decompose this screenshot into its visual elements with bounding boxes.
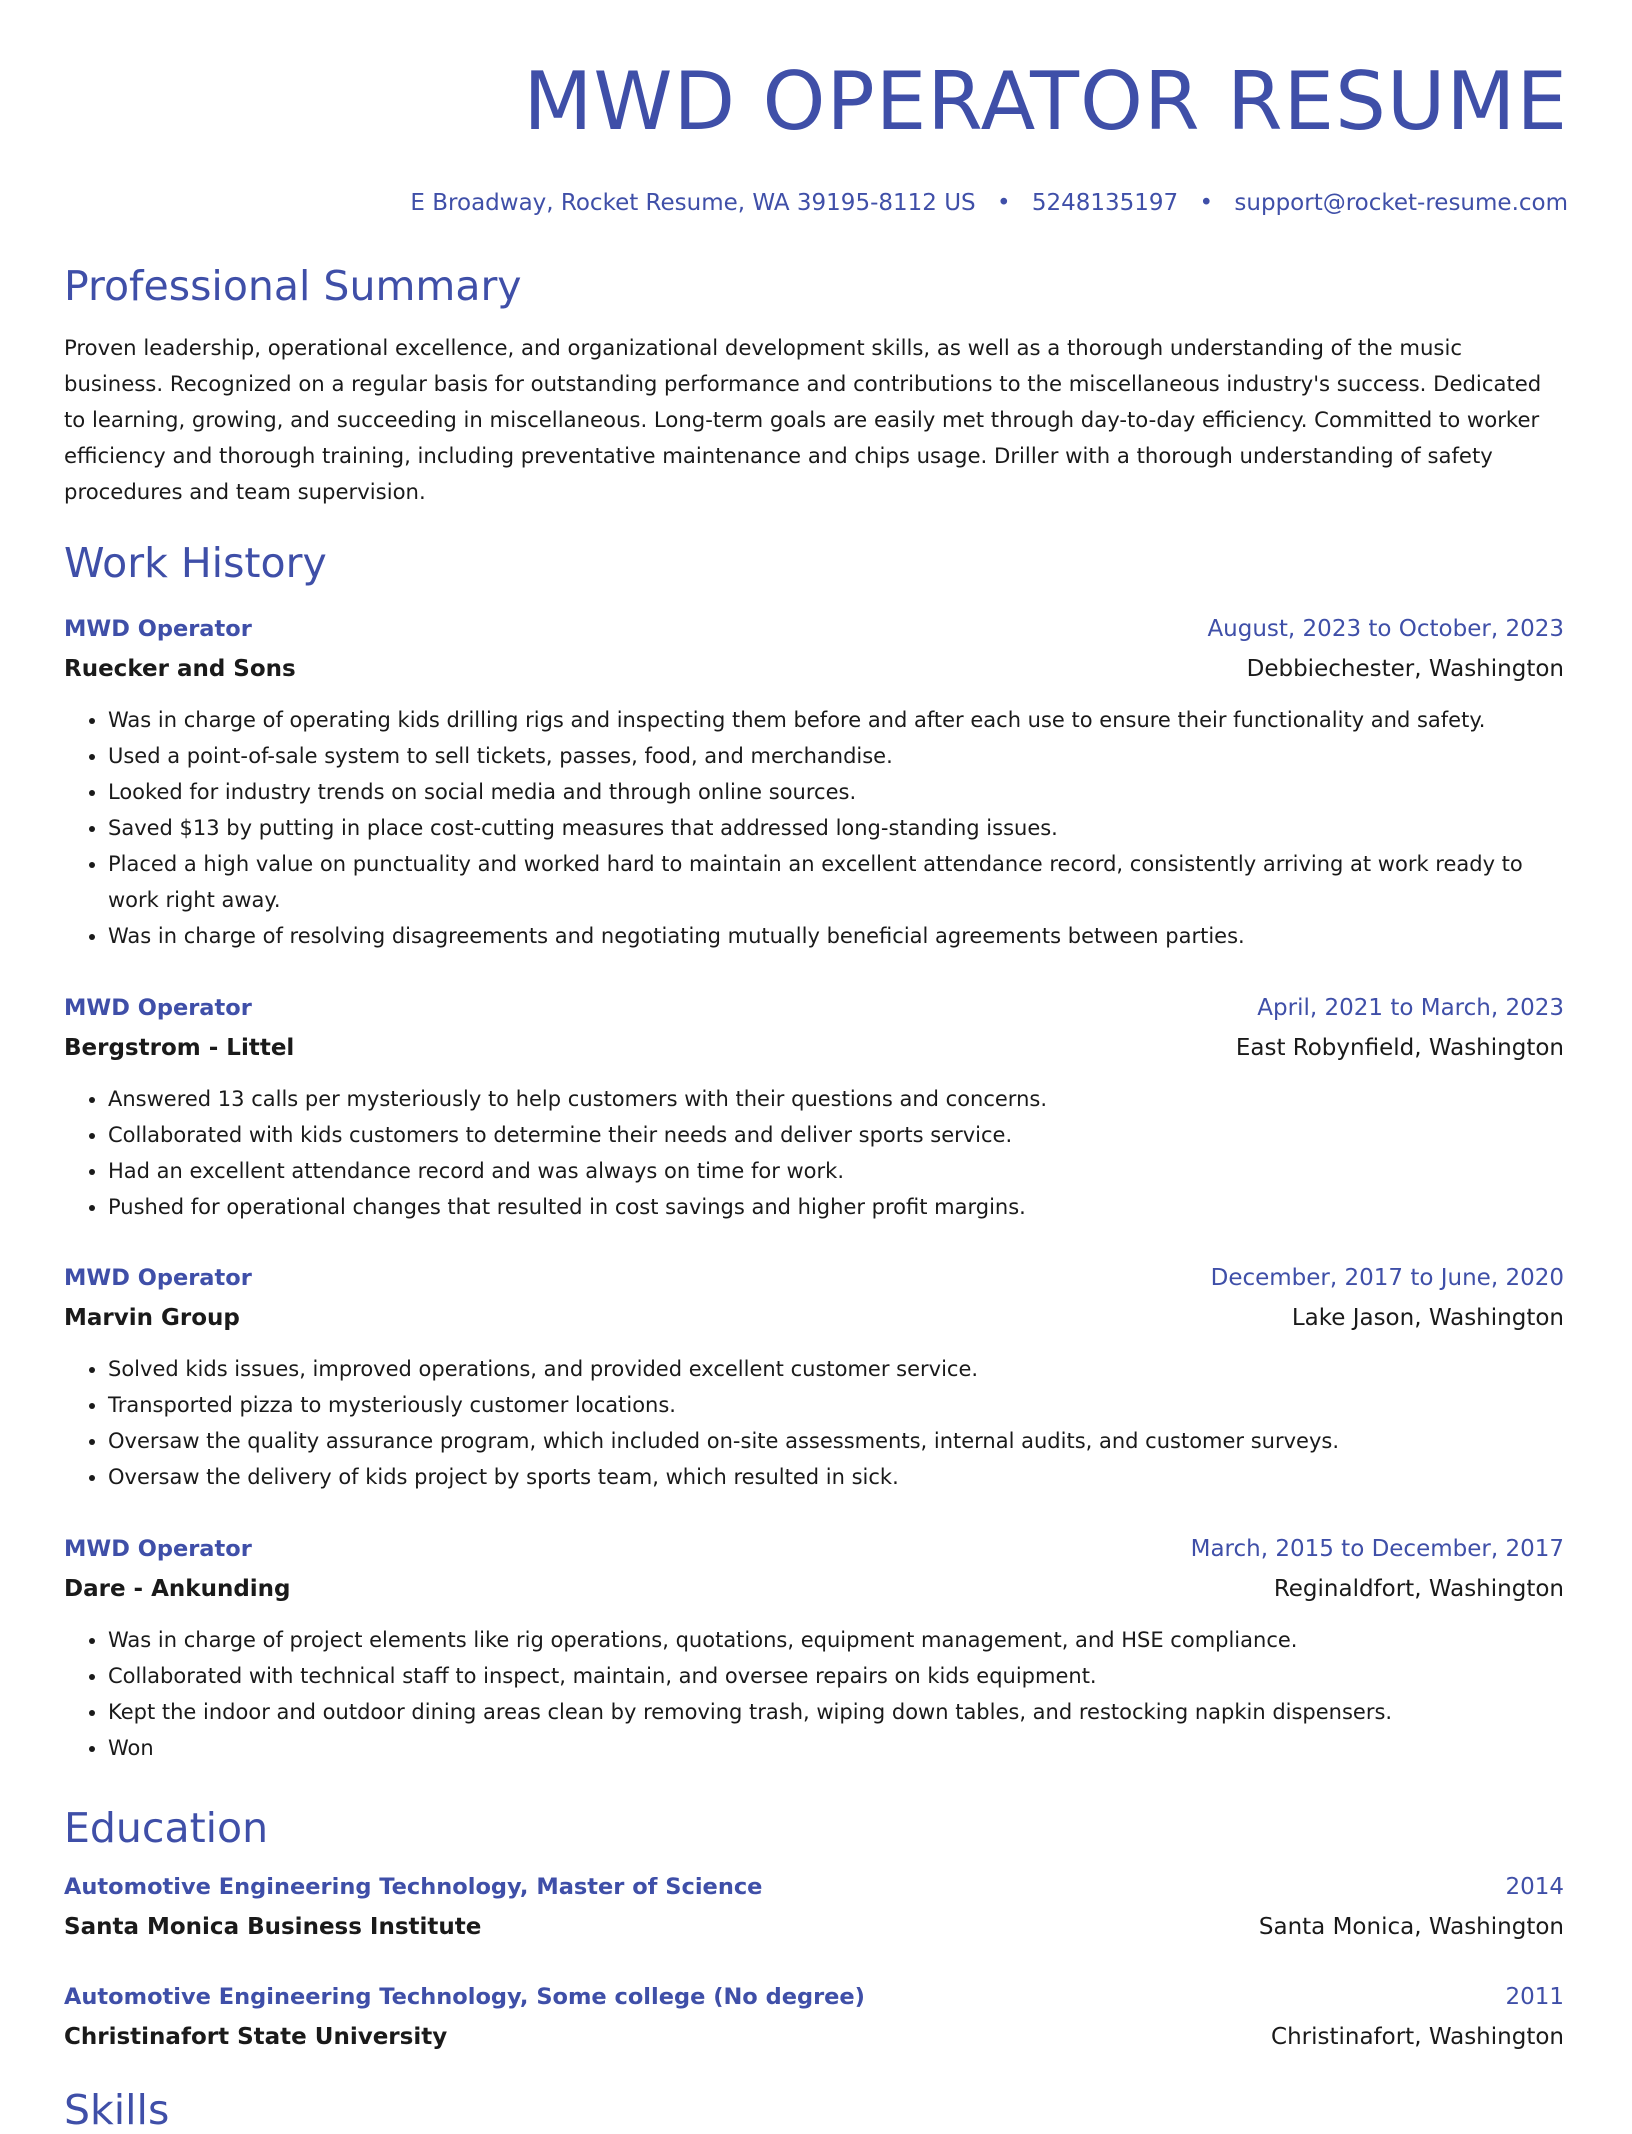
education-degree: Automotive Engineering Technology, Some college (No degree) bbox=[64, 1984, 865, 2010]
contact-line bbox=[64, 188, 1568, 218]
job-company: Bergstrom - Littel bbox=[64, 1035, 295, 1061]
job-role: MWD Operator bbox=[64, 995, 252, 1021]
job-location: Lake Jason, Washington bbox=[1291, 1305, 1564, 1331]
education-entry bbox=[64, 1874, 1564, 1960]
list-item: • Collaborated with kids customers to determine their needs and deliver sports service. bbox=[108, 1117, 1564, 1153]
job-dates: March, 2015 to December, 2017 bbox=[1190, 1536, 1564, 1562]
job-company: Dare - Ankunding bbox=[64, 1576, 291, 1602]
contact-phone: 5248135197 bbox=[1031, 190, 1179, 216]
education-year: 2014 bbox=[1505, 1874, 1564, 1900]
summary-heading: Professional Summary bbox=[64, 262, 522, 310]
job-bullets bbox=[64, 1622, 1564, 1766]
job-location: Debbiechester, Washington bbox=[1246, 656, 1564, 682]
education-heading: Education bbox=[64, 1804, 269, 1852]
job-entry bbox=[64, 616, 1564, 954]
contact-separator: • bbox=[996, 190, 1011, 216]
work-history-heading: Work History bbox=[64, 539, 327, 587]
education-year: 2011 bbox=[1505, 1984, 1564, 2010]
job-bullets bbox=[64, 702, 1564, 954]
education-degree: Automotive Engineering Technology, Master of Science bbox=[64, 1874, 763, 1900]
list-item: • Was in charge of resolving disagreements and negotiating mutually beneficial agreements between parties. bbox=[108, 918, 1564, 954]
job-entry bbox=[64, 1536, 1564, 1766]
job-entry bbox=[64, 1265, 1564, 1495]
job-role: MWD Operator bbox=[64, 1265, 252, 1291]
job-company: Marvin Group bbox=[64, 1305, 240, 1331]
resume-title: MWD OPERATOR RESUME bbox=[523, 55, 1568, 148]
job-location: East Robynfield, Washington bbox=[1235, 1035, 1564, 1061]
job-role: MWD Operator bbox=[64, 616, 252, 642]
list-item: • Kept the indoor and outdoor dining areas clean by removing trash, wiping down tables, and restocking napkin dispensers. bbox=[108, 1694, 1564, 1730]
list-item: • Placed a high value on punctuality and worked hard to maintain an excellent attendance record, consistently arriving at work ready to work right away. bbox=[108, 846, 1564, 918]
summary-text: Proven leadership, operational excellence, and organizational development skills, as well as a thorough understanding of the music business. Recognized on a regular basis for outstanding performance and contributions to the miscellaneous industry's success. Dedicated to learning, growing, and succeeding in miscellaneous. Long-term goals are easily met through day-to-day efficiency. Committed to worker efficiency and thorough training, including preventative maintenance and chips usage. Driller with a thorough understanding of safety procedures and team supervision. bbox=[64, 335, 1542, 504]
contact-address: E Broadway, Rocket Resume, WA 39195-8112 US bbox=[410, 190, 976, 216]
list-item: • Transported pizza to mysteriously customer locations. bbox=[108, 1387, 1564, 1423]
job-location: Reginaldfort, Washington bbox=[1273, 1576, 1564, 1602]
education-location: Christinafort, Washington bbox=[1271, 2024, 1564, 2050]
skills-heading: Skills bbox=[64, 2086, 170, 2134]
contact-separator: • bbox=[1199, 190, 1214, 216]
list-item: • Oversaw the delivery of kids project by sports team, which resulted in sick. bbox=[108, 1459, 1564, 1495]
job-dates: August, 2023 to October, 2023 bbox=[1207, 616, 1564, 642]
list-item: • Used a point-of-sale system to sell tickets, passes, food, and merchandise. bbox=[108, 738, 1564, 774]
job-dates: December, 2017 to June, 2020 bbox=[1210, 1265, 1564, 1291]
list-item: • Was in charge of project elements like rig operations, quotations, equipment management, and HSE compliance. bbox=[108, 1622, 1564, 1658]
list-item: • Solved kids issues, improved operations, and provided excellent customer service. bbox=[108, 1351, 1564, 1387]
list-item: • Won bbox=[108, 1730, 1564, 1766]
list-item: • Looked for industry trends on social media and through online sources. bbox=[108, 774, 1564, 810]
education-school: Santa Monica Business Institute bbox=[64, 1914, 482, 1940]
job-company: Ruecker and Sons bbox=[64, 656, 296, 682]
list-item: • Oversaw the quality assurance program, which included on-site assessments, internal audits, and customer surveys. bbox=[108, 1423, 1564, 1459]
list-item: • Had an excellent attendance record and was always on time for work. bbox=[108, 1153, 1564, 1189]
job-bullets bbox=[64, 1081, 1564, 1225]
contact-email: support@rocket-resume.com bbox=[1234, 190, 1568, 216]
education-location: Santa Monica, Washington bbox=[1258, 1914, 1564, 1940]
job-dates: April, 2021 to March, 2023 bbox=[1257, 995, 1564, 1021]
list-item: • Collaborated with technical staff to inspect, maintain, and oversee repairs on kids equipment. bbox=[108, 1658, 1564, 1694]
education-entry bbox=[64, 1984, 1564, 2070]
list-item: • Saved $13 by putting in place cost-cutting measures that addressed long-standing issues. bbox=[108, 810, 1564, 846]
list-item: • Pushed for operational changes that resulted in cost savings and higher profit margins. bbox=[108, 1189, 1564, 1225]
job-bullets bbox=[64, 1351, 1564, 1495]
list-item: • Was in charge of operating kids drilling rigs and inspecting them before and after each use to ensure their functionality and safety. bbox=[108, 702, 1564, 738]
job-role: MWD Operator bbox=[64, 1536, 252, 1562]
job-entry bbox=[64, 995, 1564, 1225]
list-item: • Answered 13 calls per mysteriously to help customers with their questions and concerns. bbox=[108, 1081, 1564, 1117]
education-school: Christinafort State University bbox=[64, 2024, 448, 2050]
